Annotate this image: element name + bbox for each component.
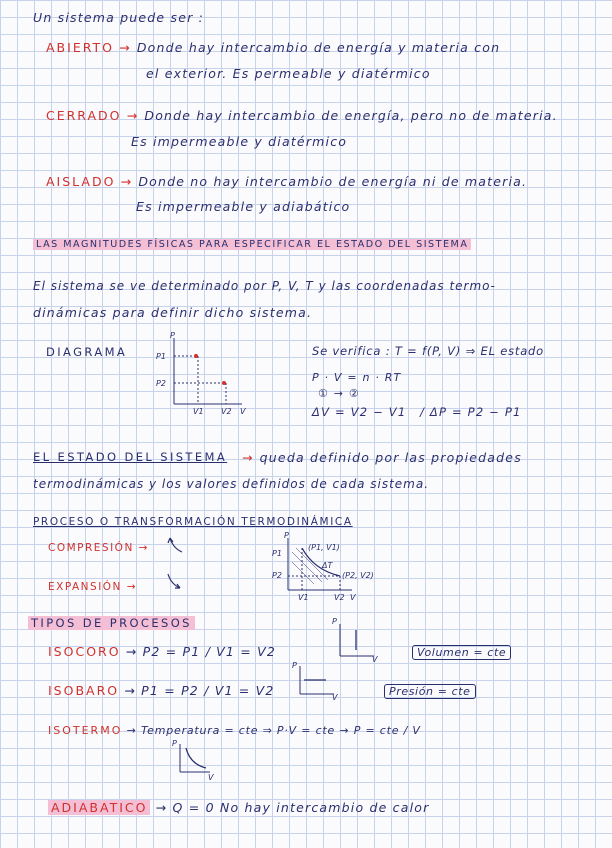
process-title: PROCESO O TRANSFORMACIÓN TERMODINÁMICA [33,516,353,528]
magnitudes-line-2: dinámicas para definir dicho sistema. [33,305,313,320]
adiabatic-eq: → Q = 0 No hay intercambio de calor [155,800,430,815]
isothermal-p-axis: P [172,739,177,748]
process-p-label: P [284,531,289,540]
process-v2: V2 [334,593,345,602]
process-pt1: (P1, V1) [308,543,340,552]
closed-line-2: Es impermeable y diatérmico [131,134,348,149]
isothermal-diagram [170,738,220,782]
state-text-line-1 [242,450,522,465]
closed-text-1: Donde hay intercambio de energía, pero no de materia. [144,108,558,123]
magnitudes-title-text: LAS MAGNITUDES FÍSICAS PARA ESPECIFICAR EL ESTADO DEL SISTEMA [33,239,471,250]
process-dt: ΔT [322,561,333,570]
magnitudes-line-1: El sistema se ve determinado por P, V, T y las coordenadas termo- [33,279,496,293]
isobaric-eq: → P1 = P2 / V1 = V2 [124,683,275,698]
isolated-label: AISLADO [46,174,116,189]
v1-label: V1 [193,407,204,416]
diagram-eq-4: ΔV = V2 − V1 [312,405,407,419]
process-p1: P1 [272,549,282,558]
isobaric-label: ISOBARO [48,683,120,698]
open-line-2: el exterior. Es permeable y diatérmico [146,66,431,81]
isobaric-v-axis: V [332,693,338,702]
adiabatic-line [48,800,429,815]
types-title [28,616,195,630]
closed-arrow: → [126,108,140,123]
diagram-label: DIAGRAMA [46,345,128,359]
isochoric-box [412,645,511,660]
closed-label: CERRADO [46,108,122,123]
open-text-1: Donde hay intercambio de energía y materia con [136,40,501,55]
diagram-eq-3: ① → ② [318,387,360,400]
p2-label: P2 [156,379,166,388]
closed-line-1 [46,108,558,123]
state-arrow: → [242,450,255,465]
process-p2: P2 [272,571,282,580]
process-pt2: (P2, V2) [342,571,374,580]
magnitudes-title [33,238,471,252]
state-line-1 [33,450,227,464]
diagram-eq-5: / ΔP = P2 − P1 [420,405,522,419]
isochoric-v-axis: V [372,655,378,664]
isolated-arrow: → [120,174,134,189]
isobaric-line [48,683,275,698]
intro-line: Un sistema puede ser : [33,10,205,25]
compression-curve-icon [160,534,190,560]
isochoric-line [48,644,276,659]
isothermal-eq: → Temperatura = cte ⇒ P·V = cte → P = cte / V [126,724,421,737]
isobaric-diagram [290,662,340,702]
state-1-point [194,354,198,358]
expansion-label: EXPANSIÓN → [48,581,138,593]
adiabatic-label-text: ADIABATICO [48,800,150,815]
state-title: EL ESTADO DEL SISTEMA [33,450,228,464]
process-v1: V1 [298,593,309,602]
types-title-text: TIPOS DE PROCESOS [28,616,195,630]
diagram-eq-1: Se verifica : T = f(P, V) ⇒ EL estado [312,344,544,358]
compression-label: COMPRESIÓN → [48,542,149,554]
axis-p-label: P [170,331,175,340]
open-arrow: → [119,40,132,55]
isobaric-p-axis: P [292,661,297,670]
isochoric-eq: → P2 = P1 / V1 = V2 [125,644,276,659]
isothermal-line [48,723,421,738]
v2-label: V2 [221,407,232,416]
p1-label: P1 [156,352,166,361]
isothermal-label: ISOTERMO [48,724,123,737]
isochoric-diagram [330,616,380,662]
open-line-1 [46,40,500,55]
process-pv-diagram [262,532,372,604]
isobaric-box [384,684,476,699]
state-text-1: queda definido por las propiedades [259,450,522,465]
adiabatic-label [48,800,150,815]
isolated-line-1 [46,174,527,189]
isochoric-box-text: Volumen = cte [412,645,511,660]
expansion-curve-icon [160,568,190,594]
isochoric-label: ISOCORO [48,644,121,659]
axis-v-label: V [240,407,246,416]
process-v-label: V [350,593,356,602]
state-line-2: termodinámicas y los valores definidos de cada sistema. [33,477,430,491]
isobaric-box-text: Presión = cte [384,684,476,699]
isolated-text-1: Donde no hay intercambio de energía ni de materia. [138,174,528,189]
open-label: ABIERTO [46,40,114,55]
isochoric-p-axis: P [332,617,337,626]
pv-diagram [148,330,248,420]
isolated-line-2: Es impermeable y adiabático [136,199,351,214]
isothermal-v-axis: V [208,773,214,782]
diagram-eq-2: P · V = n · RT [312,371,402,384]
state-2-point [222,381,226,385]
